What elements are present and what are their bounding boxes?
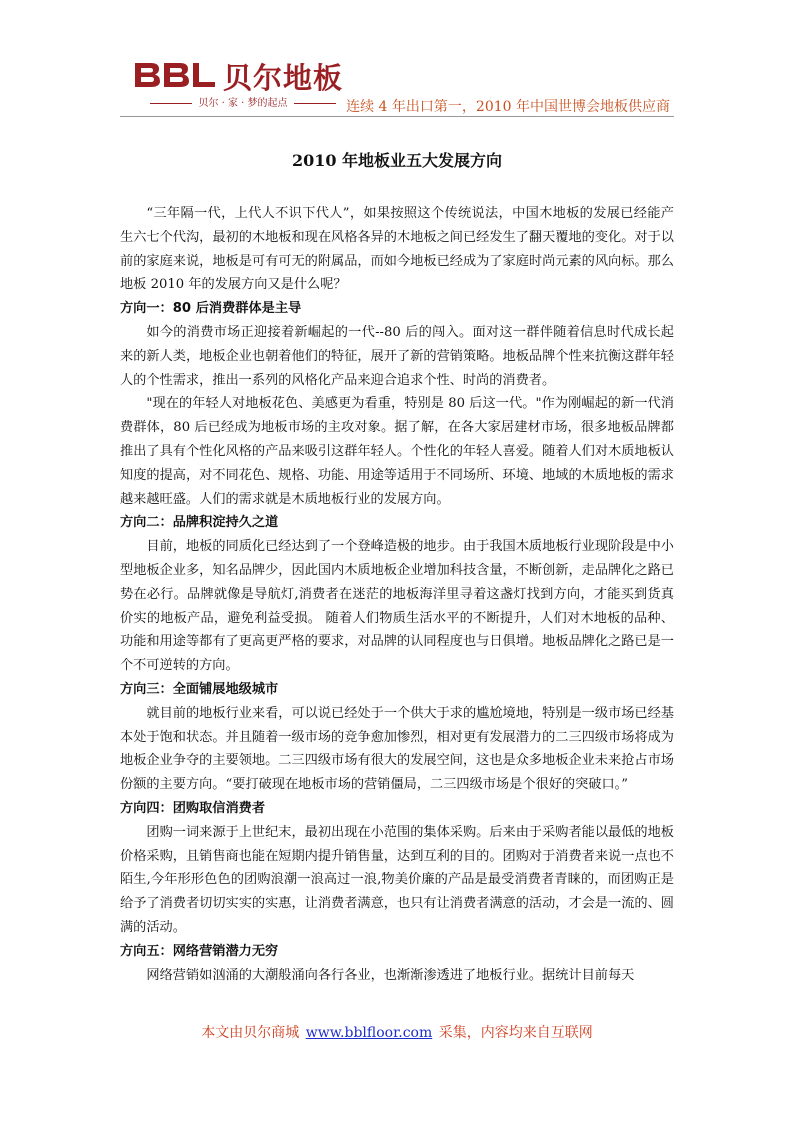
page-footer xyxy=(120,1022,674,1042)
page-header xyxy=(0,0,794,120)
footer-suffix: 采集，内容均来自互联网 xyxy=(438,1025,593,1041)
section-4-paragraph-1: 团购一词来源于上世纪末，最初出现在小范围的集体采购。后来由于采购者能以最低的地板价格采购，且销售商也能在短期内提升销售量，达到互利的目的。团购对于消费者来说一点也不陌生,今年形形色色的团购浪潮一浪高过一浪,物美价廉的产品是最受消费者青睐的，而团购正是给予了消费者切切实实的实惠，让消费者满意，也只有让消费者满意的活动，才会是一流的、圆满的活动。 xyxy=(120,824,674,935)
brand-slogan xyxy=(133,94,353,108)
section-5-paragraph-1: 网络营销如汹涌的大潮般涌向各行各业，也渐渐渗透进了地板行业。据统计目前每天 xyxy=(146,967,635,983)
section-heading-4: 方向四：团购取信消费者 xyxy=(120,800,266,816)
brand-logo xyxy=(133,60,353,108)
brand-name: 贝尔地板 xyxy=(223,61,344,95)
intro-paragraph: “三年隔一代，上代人不识下代人”，如果按照这个传统说法，中国木地板的发展已经能产生六七个代沟，最初的木地板和现在风格各异的木地板之间已经发生了翻天覆地的变化。对于以前的家庭来说，地板是可有可无的附属品，而如今地板已经成为了家庭时尚元素的风向标。那么地板 2010 年的发展方向又是什么呢？ xyxy=(120,206,674,293)
section-heading-1: 方向一：80 后消费群体是主导 xyxy=(120,301,302,317)
footer-link[interactable]: www.bblfloor.com xyxy=(305,1025,433,1041)
document-title: 2010 年地板业五大发展方向 xyxy=(291,151,503,170)
footer-prefix: 本文由贝尔商城 xyxy=(201,1025,300,1041)
document-body xyxy=(120,202,674,987)
section-3-paragraph-1: 就目前的地板行业来看，可以说已经处于一个供大于求的尴尬境地，特别是一级市场已经基本处于饱和状态。并且随着一级市场的竞争愈加惨烈，相对更有发展潜力的二三四级市场将成为地板企业争夺的主要领地。二三四级市场有很大的发展空间，这也是众多地板企业未来抢占市场份额的主要方向。“要打破现在地板市场的营销僵局，二三四级市场是个很好的突破口。” xyxy=(120,705,674,793)
section-heading-3: 方向三：全面铺展地级城市 xyxy=(120,681,279,697)
header-divider xyxy=(120,116,674,117)
section-1-paragraph-2: "现在的年轻人对地板花色、美感更为看重，特别是 80 后这一代。"作为刚崛起的新一代消费群体，80 后已经成为地板市场的主攻对象。据了解，在各大家居建材市场，很多地板品牌都推出了具有个性化风格的产品来吸引这群年轻人。个性化的年轻人喜爱。随着人们对木质地板认知度的提高，对不同花色、规格、功能、用途等适用于不同场所、环境、地域的木质地板的需求越来越旺盛。人们的需求就是木质地板行业的发展方向。 xyxy=(120,396,674,507)
slogan-divider-right xyxy=(294,103,336,104)
section-heading-2: 方向二：品牌积淀持久之道 xyxy=(120,515,279,531)
slogan-text: 贝尔 · 家 · 梦的起点 xyxy=(198,98,288,109)
section-heading-5: 方向五：网络营销潜力无穷 xyxy=(120,943,279,959)
section-1-paragraph-1: 如今的消费市场正迎接着新崛起的一代--80 后的闯入。面对这一群伴随着信息时代成长起来的新人类，地板企业也朝着他们的特征，展开了新的营销策略。地板品牌个性来抗衡这群年轻人的个性需求，推出一系列的风格化产品来迎合追求个性、时尚的消费者。 xyxy=(120,324,674,388)
slogan-divider-left xyxy=(150,103,192,104)
bbl-logo-mark xyxy=(133,60,219,90)
section-2-paragraph-1: 目前，地板的同质化已经达到了一个登峰造极的地步。由于我国木质地板行业现阶段是中小型地板企业多，知名品牌少，因此国内木质地板企业增加科技含量，不断创新，走品牌化之路已势在必行。品牌就像是导航灯,消费者在迷茫的地板海洋里寻着这盏灯找到方向，才能买到货真价实的地板产品，避免利益受损。 随着人们物质生活水平的不断提升，人们对木地板的品种、功能和用途等都有了更高更严格的要求，对品牌的认同程度也与日俱增。地板品牌化之路已是一个不可逆转的方向。 xyxy=(120,539,674,674)
header-tagline: 连续 4 年出口第一，2010 年中国世博会地板供应商 xyxy=(346,99,670,115)
